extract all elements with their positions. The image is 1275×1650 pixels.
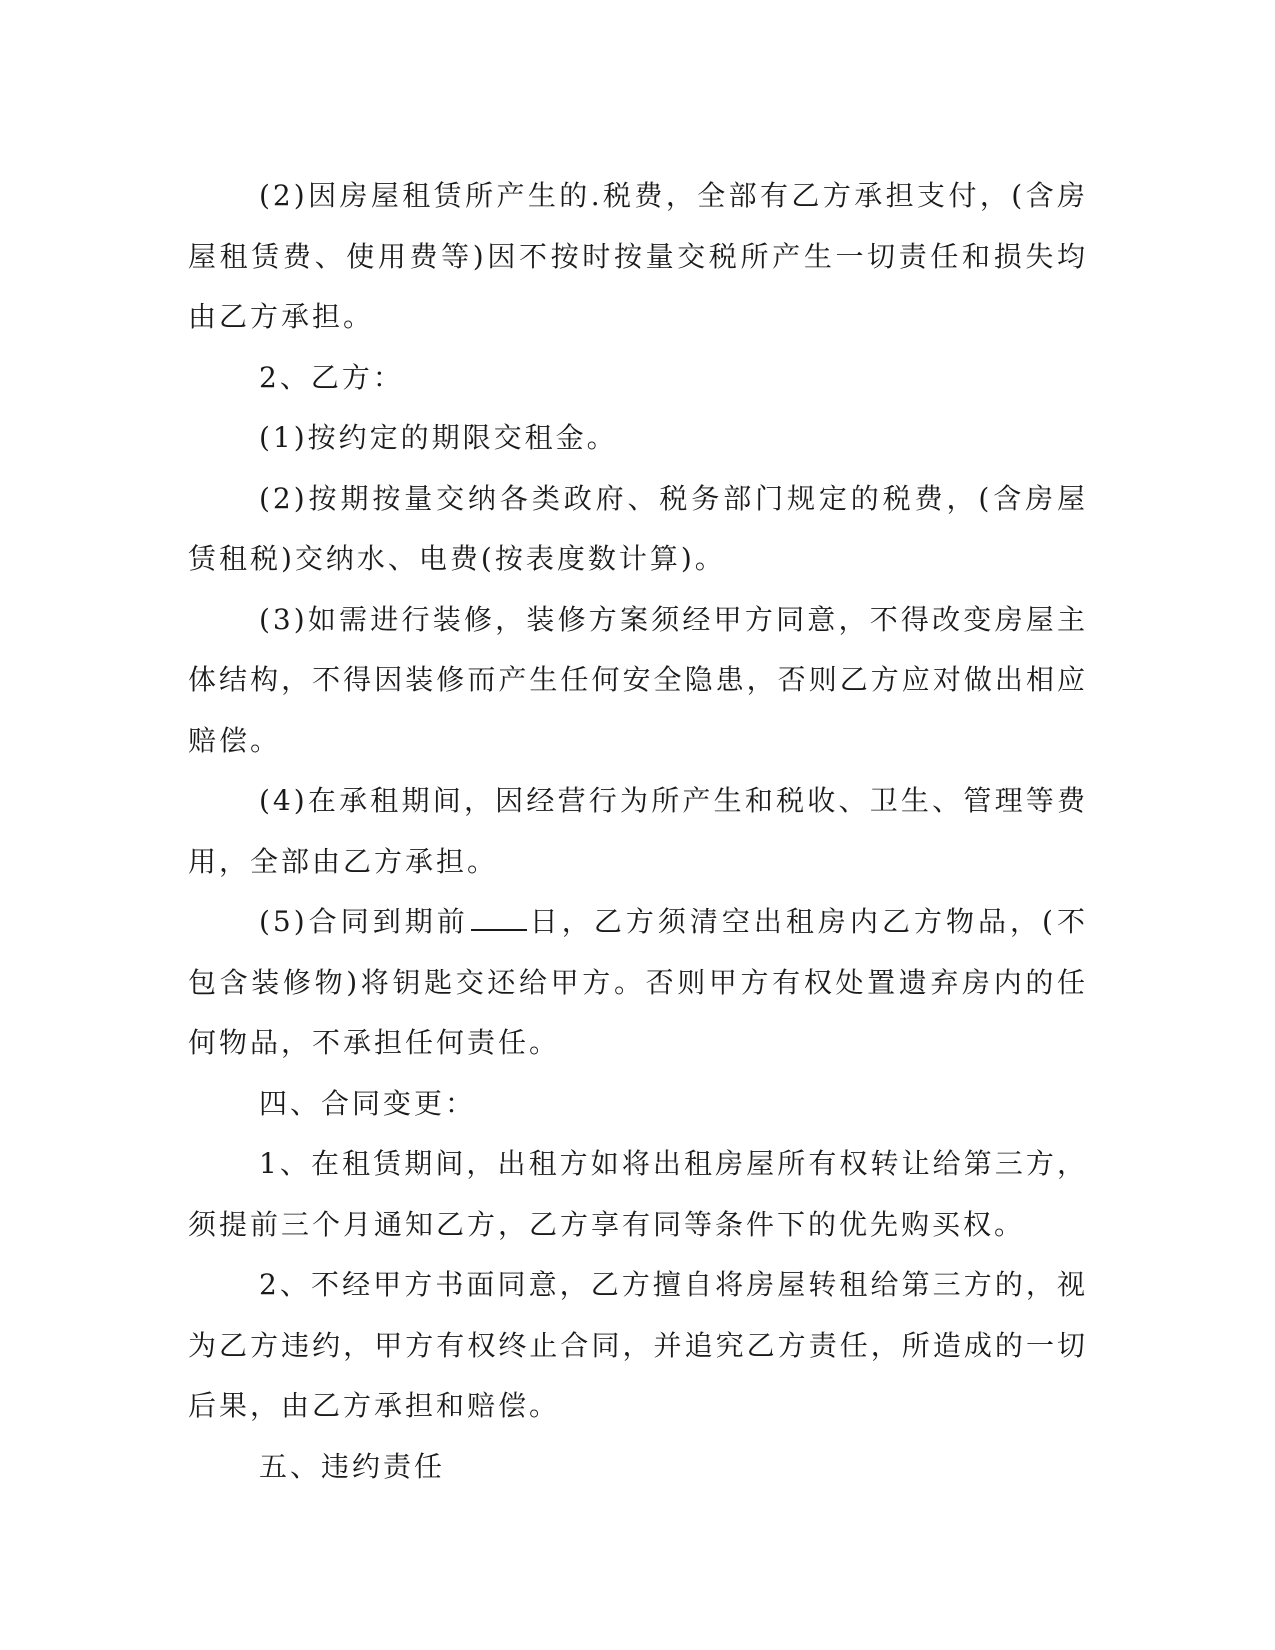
heading-breach-liability: 五、违约责任 <box>259 1449 446 1483</box>
paragraph-pay-rent: (1)按约定的期限交租金。 <box>259 421 618 454</box>
paragraph-sublease: 2、不经甲方书面同意，乙方擅自将房屋转租给第三方的，视为乙方违约，甲方有权终止合同，并追究乙方责任，所造成的一切后果，由乙方承担和赔偿。 <box>188 1268 1088 1422</box>
heading-contract-change: 四、合同变更： <box>259 1086 477 1120</box>
fill-in-blank <box>471 928 527 931</box>
paragraph-renovation: (3)如需进行装修，装修方案须经甲方同意，不得改变房屋主体结构，不得因装修而产生任何安全隐患，否则乙方应对做出相应赔偿。 <box>188 602 1088 757</box>
heading-party-b: 2、乙方： <box>259 360 404 394</box>
paragraph-vacate <box>188 892 1088 1074</box>
paragraph-operating-costs: (4)在承租期间，因经营行为所产生和税收、卫生、管理等费用，全部由乙方承担。 <box>188 784 1088 878</box>
vacate-text-after: 日，乙方须清空出租房内乙方物品，(不包含装修物)将钥匙交还给甲方。否则甲方有权处置遗弃房内的任何物品，不承担任何责任。 <box>188 905 1088 1059</box>
paragraph-tax-burden: (2)因房屋租赁所产生的.税费，全部有乙方承担支付，(含房屋租赁费、使用费等)因不按时按量交税所产生一切责任和损失均由乙方承担。 <box>188 179 1088 333</box>
paragraph-ownership-transfer: 1、在租赁期间，出租方如将出租房屋所有权转让给第三方，须提前三个月通知乙方，乙方享有同等条件下的优先购买权。 <box>188 1147 1088 1241</box>
paragraph-pay-taxes: (2)按期按量交纳各类政府、税务部门规定的税费，(含房屋赁租税)交纳水、电费(按表度数计算)。 <box>188 481 1088 575</box>
document-body <box>188 166 1088 1497</box>
vacate-text-before: (5)合同到期前 <box>259 905 469 938</box>
